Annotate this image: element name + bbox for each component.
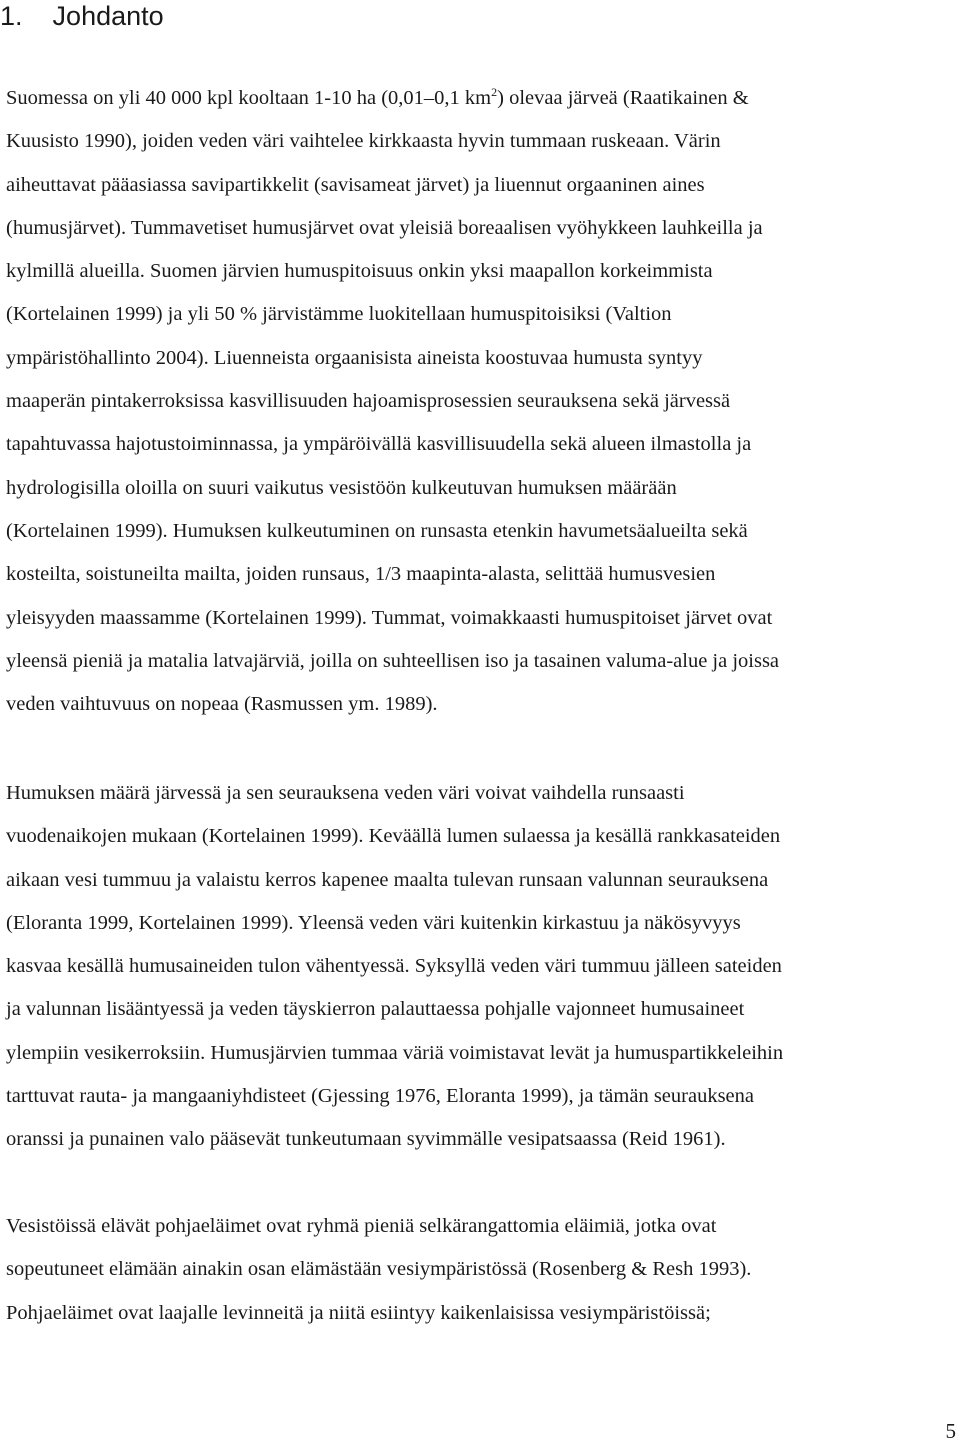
text-line: (Kortelainen 1999). Humuksen kulkeutuminen on runsasta etenkin havumetsäalueilta sekä: [6, 519, 748, 542]
text-line: hydrologisilla oloilla on suuri vaikutus vesistöön kulkeutuvan humuksen määrään: [6, 476, 677, 499]
text-line: kasvaa kesällä humusaineiden tulon vähentyessä. Syksyllä veden väri tummuu jälleen sateiden: [6, 955, 782, 978]
section-title: Johdanto: [52, 1, 164, 31]
text-line: Suomessa on yli 40 000 kpl kooltaan 1-10 ha (0,01–0,1 $km^2$) olevaa järveä (Raatikainen &: [6, 85, 749, 109]
superscript: 2: [491, 85, 498, 99]
text-line: maaperän pintakerroksissa kasvillisuuden hajoamisprosessien seurauksena sekä järvessä: [6, 390, 731, 413]
text-line: (Kortelainen 1999) ja yli 50 % järvistämme luokitellaan humuspitoisiksi (Valtion: [6, 303, 672, 326]
text-line: Pohjaeläimet ovat laajalle levinneitä ja niitä esiintyy kaikenlaisissa vesiympäristöissä;: [6, 1301, 711, 1324]
text-line: ylempiin vesikerroksiin. Humusjärvien tummaa väriä voimistavat levät ja humuspartikkeleihin: [6, 1041, 784, 1064]
text-line: Humuksen määrä järvessä ja sen seurauksena veden väri voivat vaihdella runsaasti: [6, 782, 685, 804]
text-line: vuodenaikojen mukaan (Kortelainen 1999). Keväällä lumen sulaessa ja kesällä rankkasateiden: [6, 825, 781, 848]
text-line: kylmillä alueilla. Suomen järvien humuspitoisuus onkin yksi maapallon korkeimmista: [6, 260, 713, 283]
page-number: 5: [945, 1419, 956, 1443]
text-line: veden vaihtuvuus on nopeaa (Rasmussen ym. 1989).: [6, 693, 438, 716]
paragraph-3: [6, 1205, 956, 1335]
section-number: 1.: [0, 1, 23, 31]
text-line: aiheuttavat pääasiassa savipartikkelit (savisameat järvet) ja liuennut orgaaninen aines: [6, 173, 705, 196]
text-line: oranssi ja punainen valo pääsevät tunkeutumaan syvimmälle vesipatsaassa (Reid 1961).: [6, 1128, 726, 1151]
text-line: aikaan vesi tummuu ja valaistu kerros kapenee maalta tulevan runsaan valunnan seurauksena: [6, 868, 769, 891]
paragraph-1: [6, 77, 956, 726]
text-line: (humusjärvet). Tummavetiset humusjärvet ovat yleisiä boreaalisen vyöhykkeen lauhkeilla ja: [6, 216, 763, 239]
text-line: tapahtuvassa hajotustoiminnassa, ja ympäröivällä kasvillisuudella sekä alueen ilmastolla ja: [6, 433, 752, 456]
text-line: ympäristöhallinto 2004). Liuenneista orgaanisista aineista koostuvaa humusta syntyy: [6, 346, 703, 369]
text-line: yleensä pieniä ja matalia latvajärviä, joilla on suhteellisen iso ja tasainen valuma-alue ja joissa: [6, 649, 780, 672]
paragraph-2: [6, 772, 956, 1162]
text-line: Vesistöissä elävät pohjaeläimet ovat ryhmä pieniä selkärangattomia eläimiä, jotka ovat: [6, 1215, 717, 1237]
text-line: ja valunnan lisääntyessä ja veden täyskierron palauttaessa pohjalle vajonneet humusaineet: [6, 998, 745, 1021]
text-line: Kuusisto 1990), joiden veden väri vaihtelee kirkkaasta hyvin tummaan ruskeaan. Värin: [6, 130, 721, 153]
text-line: kosteilta, soistuneilta mailta, joiden runsaus, 1/3 maapinta-alasta, selittää humusvesien: [6, 563, 716, 586]
text-line: sopeutuneet elämään ainakin osan elämästään vesiympäristössä (Rosenberg & Resh 1993).: [6, 1258, 752, 1281]
section-heading: [0, 0, 164, 32]
text-line: tarttuvat rauta- ja mangaaniyhdisteet (Gjessing 1976, Eloranta 1999), ja tämän seurauksena: [6, 1085, 754, 1108]
text-line: (Eloranta 1999, Kortelainen 1999). Yleensä veden väri kuitenkin kirkastuu ja näkösyvyys: [6, 911, 741, 934]
text-line: yleisyyden maassamme (Kortelainen 1999). Tummat, voimakkaasti humuspitoiset järvet ovat: [6, 606, 773, 629]
